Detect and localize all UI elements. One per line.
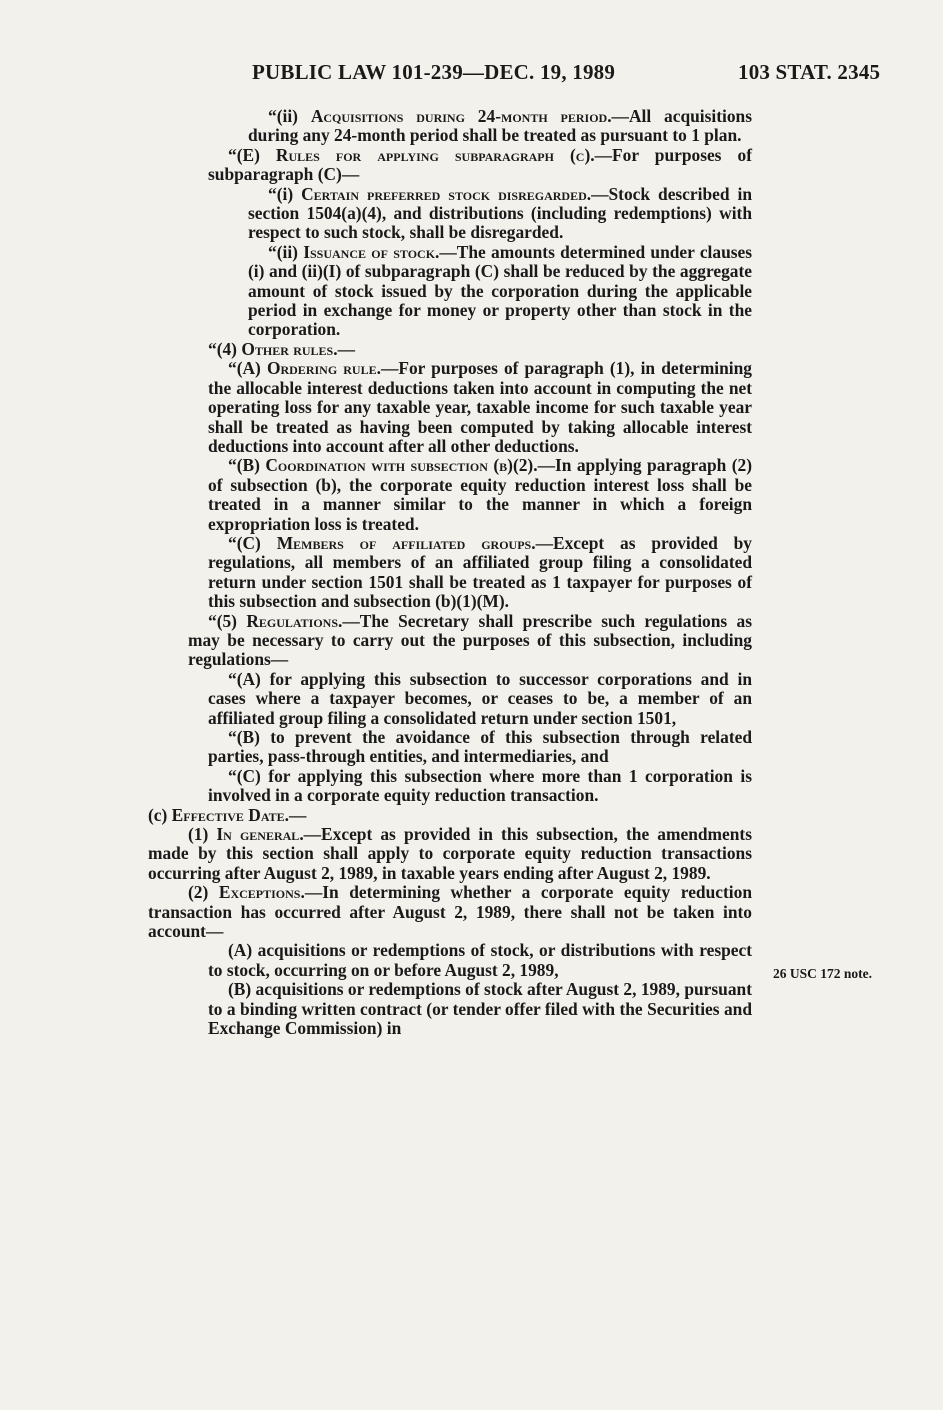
running-header-title: PUBLIC LAW 101-239—DEC. 19, 1989 <box>252 60 616 84</box>
paragraph: “(ii) Acquisitions during 24-month period.—All acquisitions during any 24-month period shall be treated as pursuant to 1 plan. <box>248 106 752 146</box>
paragraph: “(A) Ordering rule.—For purposes of paragraph (1), in determining the allocable interest deductions taken into account in computing the net operating loss for any taxable year, taxable income for such taxable year shall be treated as having been computed by taking allocable interest deductions into account after all other deductions. <box>208 358 753 456</box>
running-header-page: 103 STAT. 2345 <box>738 60 881 84</box>
paragraph: “(5) Regulations.—The Secretary shall prescribe such regulations as may be necessary to carry out the purposes of this subsection, including regulations— <box>188 610 752 670</box>
paragraph: (c) Effective Date.— <box>148 804 307 825</box>
paragraph: “(C) Members of affiliated groups.—Except as provided by regulations, all members of an affiliated group filing a consolidated return under section 1501 shall be treated as 1 taxpayer for purposes of this subsection and subsection (b)(1)(M). <box>208 532 752 612</box>
paragraph: “(4) Other rules.— <box>208 338 355 359</box>
paragraph: “(B) to prevent the avoidance of this subsection through related parties, pass-through entities, and intermediaries, and <box>208 727 752 767</box>
document-body <box>148 107 752 1039</box>
paragraph: “(i) Certain preferred stock disregarded.—Stock described in section 1504(a)(4), and distributions (including redemptions) with respect to such stock, shall be disregarded. <box>248 183 752 243</box>
paragraph: (1) In general.—Except as provided in this subsection, the amendments made by this section shall apply to corporate equity reduction transactions occurring after August 2, 1989, in taxable years ending after August 2, 1989. <box>148 824 752 883</box>
paragraph: “(B) Coordination with subsection (b)(2).—In applying paragraph (2) of subsection (b), the corporate equity reduction interest loss shall be treated in a manner similar to the manner in which a foreign expropriation loss is treated. <box>208 455 753 534</box>
paragraph: “(E) Rules for applying subparagraph (c).—For purposes of subparagraph (C)— <box>208 144 752 185</box>
paragraph: (A) acquisitions or redemptions of stock, or distributions with respect to stock, occurring on or before August 2, 1989, <box>208 940 752 980</box>
paragraph: “(A) for applying this subsection to successor corporations and in cases where a taxpayer becomes, or ceases to be, a member of an affiliated group filing a consolidated return under section 1501, <box>208 668 752 728</box>
margin-note: 26 USC 172 note. <box>773 966 873 981</box>
paragraph: “(ii) Issuance of stock.—The amounts determined under clauses (i) and (ii)(I) of subparagraph (C) shall be reduced by the aggregate amount of stock issued by the corporation during the applicable period in exchange for money or property other than stock in the corporation. <box>248 241 752 340</box>
paragraph: (B) acquisitions or redemptions of stock after August 2, 1989, pursuant to a binding written contract (or tender offer filed with the Securities and Exchange Commission) in <box>208 979 752 1039</box>
paragraph: “(C) for applying this subsection where more than 1 corporation is involved in a corporate equity reduction transaction. <box>208 765 752 806</box>
paragraph: (2) Exceptions.—In determining whether a corporate equity reduction transaction has occurred after August 2, 1989, there shall not be taken into account— <box>148 882 752 942</box>
